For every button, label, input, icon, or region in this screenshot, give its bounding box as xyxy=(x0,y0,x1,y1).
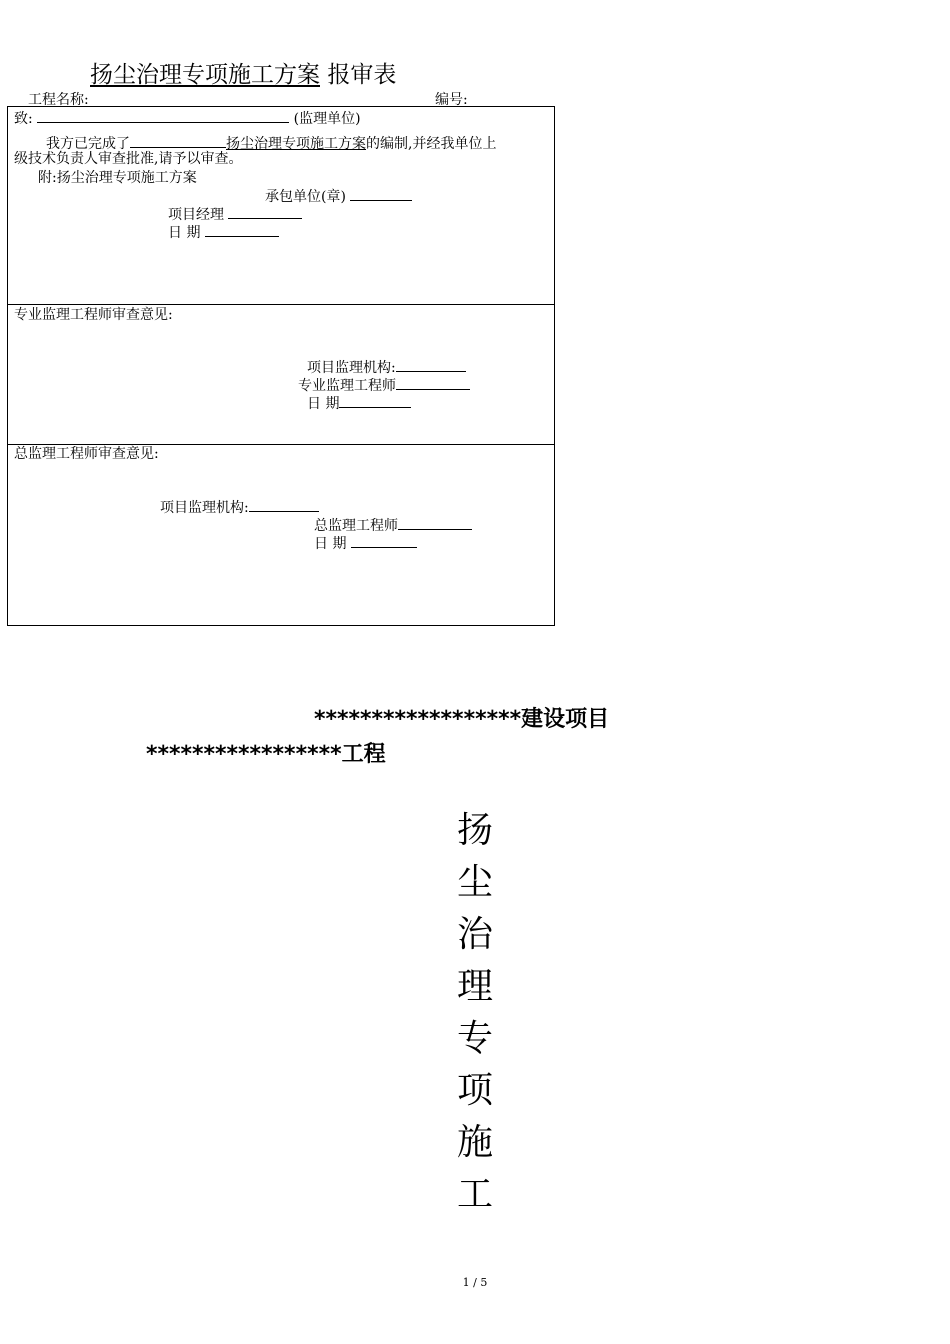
chief-blank[interactable] xyxy=(398,515,472,530)
plan-blank[interactable] xyxy=(130,133,226,148)
page-number: 1 / 5 xyxy=(462,1276,488,1289)
supervisor-unit-label: (监理单位) xyxy=(293,111,361,127)
contractor-line xyxy=(265,186,412,206)
specialist-org-line xyxy=(307,357,466,377)
date-blank[interactable] xyxy=(339,393,411,408)
form-title xyxy=(90,56,396,89)
org-label: 项目监理机构: xyxy=(307,360,396,376)
date-line xyxy=(168,222,279,242)
engineer-label: 专业监理工程师 xyxy=(298,378,396,394)
cover-char: 施 xyxy=(456,1122,493,1163)
chief-org-line xyxy=(160,497,319,517)
cover-char: 理 xyxy=(456,966,493,1007)
specialist-engineer-line xyxy=(298,375,470,395)
specialist-review-heading: 专业监理工程师审查意见: xyxy=(14,307,173,323)
pm-line xyxy=(168,204,302,224)
pm-label: 项目经理 xyxy=(168,207,224,223)
contractor-label: 承包单位(章) xyxy=(265,189,346,205)
cover-char: 治 xyxy=(456,914,493,955)
specialist-date-line xyxy=(307,393,411,413)
org-blank[interactable] xyxy=(396,357,466,372)
form-title-suffix: 报审表 xyxy=(327,62,397,88)
number-label: 编号: xyxy=(435,92,468,108)
org-blank[interactable] xyxy=(249,497,319,512)
attachment-line: 附:扬尘治理专项施工方案 xyxy=(38,170,197,186)
cover-char: 工 xyxy=(456,1174,493,1215)
cover-char: 尘 xyxy=(456,862,493,903)
supervisor-unit-blank[interactable] xyxy=(37,108,289,123)
body-suffix: 的编制,并经我单位上 xyxy=(366,136,497,152)
cover-engineering-line: *****************工程 xyxy=(146,742,386,767)
chief-engineer-line xyxy=(314,515,472,535)
cover-char: 扬 xyxy=(456,810,493,851)
to-label: 致: xyxy=(14,111,33,127)
pm-blank[interactable] xyxy=(228,204,302,219)
cover-vertical-title xyxy=(452,805,498,1221)
approval-form xyxy=(7,106,555,626)
plan-name: 扬尘治理专项施工方案 xyxy=(226,136,366,152)
cover-char: 专 xyxy=(456,1018,493,1059)
org-label: 项目监理机构: xyxy=(160,500,249,516)
date-label: 日 期 xyxy=(168,225,201,241)
body-line-2: 级技术负责人审查批准,请予以审查。 xyxy=(14,151,243,167)
cover-char: 项 xyxy=(456,1070,493,1111)
form-title-main: 扬尘治理专项施工方案 xyxy=(90,62,320,88)
date-label: 日 期 xyxy=(307,396,340,412)
chief-date-line xyxy=(314,533,417,553)
chief-review-heading: 总监理工程师审查意见: xyxy=(14,446,159,462)
project-name-label: 工程名称: xyxy=(28,92,89,108)
addressee-line xyxy=(14,108,361,128)
contractor-blank[interactable] xyxy=(350,186,412,201)
cover-project-line: ******************建设项目 xyxy=(314,707,610,732)
date-blank[interactable] xyxy=(351,533,417,548)
body-prefix: 我方已完成了 xyxy=(46,136,130,152)
divider xyxy=(8,304,554,305)
engineer-blank[interactable] xyxy=(396,375,470,390)
chief-label: 总监理工程师 xyxy=(314,518,398,534)
date-blank[interactable] xyxy=(205,222,279,237)
date-label: 日 期 xyxy=(314,536,347,552)
